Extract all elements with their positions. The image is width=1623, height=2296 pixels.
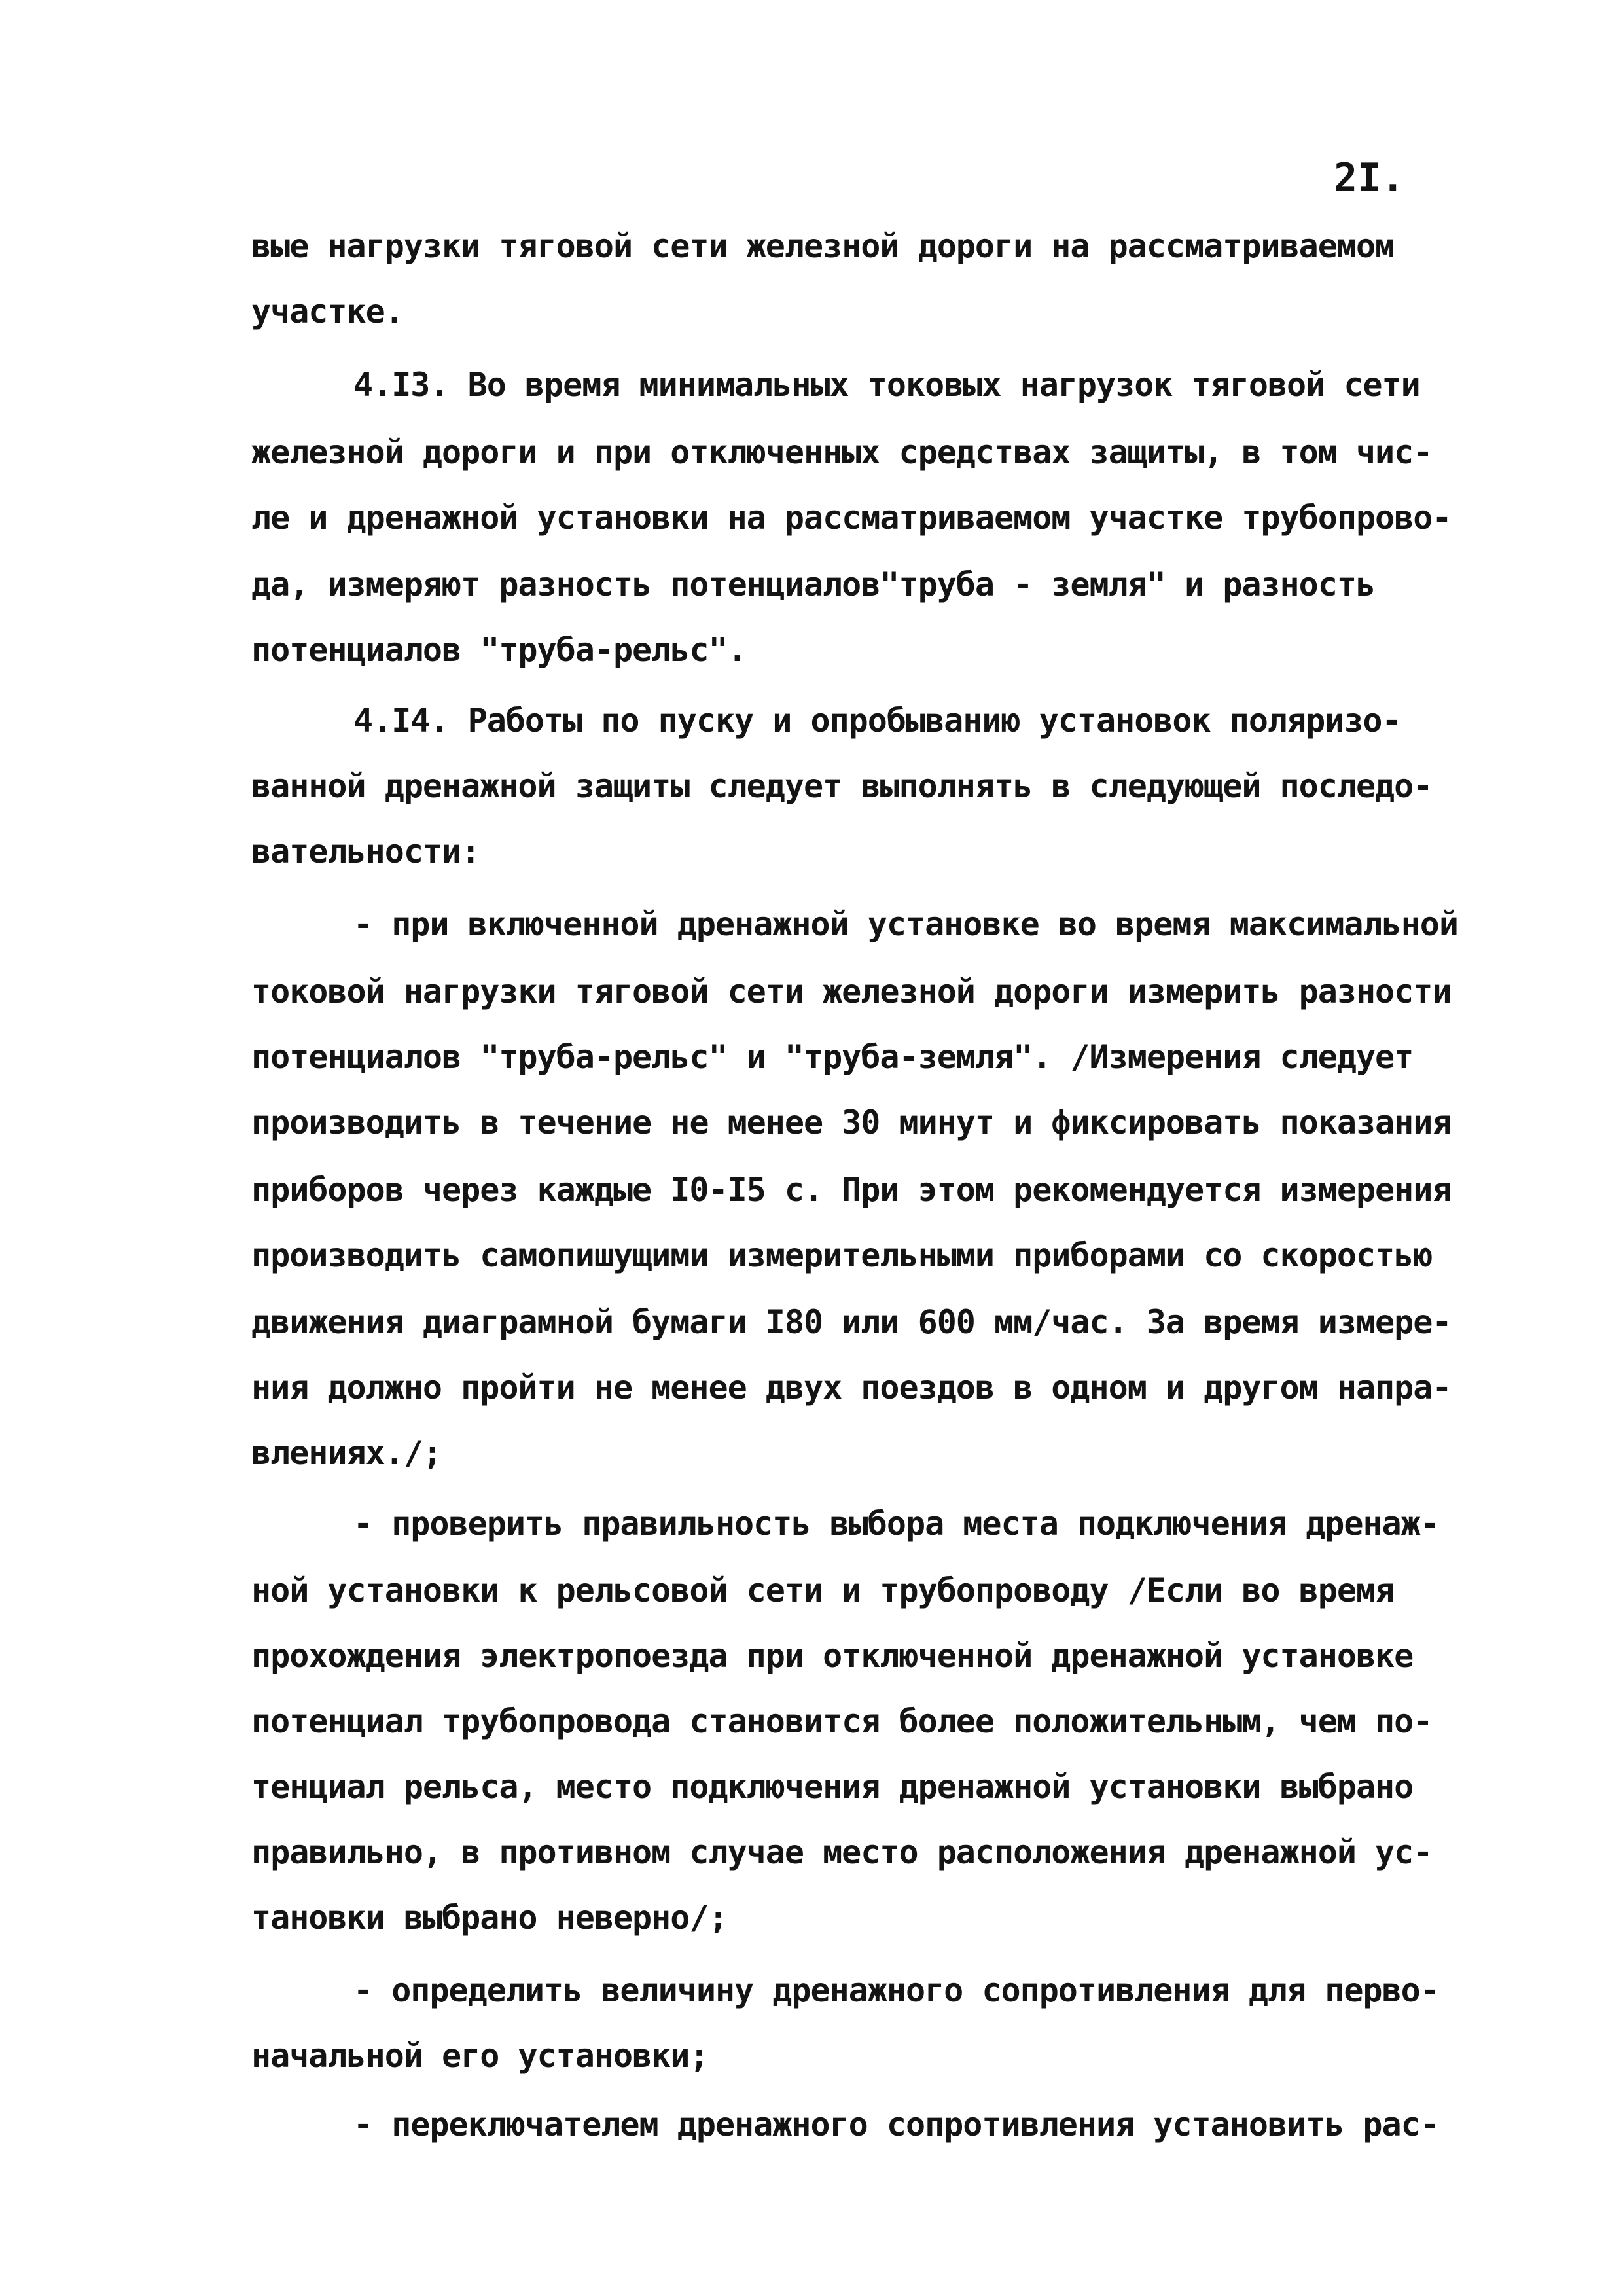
- text-line-4: железной дороги и при отключенных средствах защиты, в том чис-: [251, 433, 1433, 471]
- text-line-21: ной установки к рельсовой сети и трубопроводу /Если во время: [251, 1571, 1395, 1609]
- text-line-28: начальной его установки;: [251, 2037, 709, 2075]
- text-line-6: да, измеряют разность потенциалов"труба - земля" и разность: [251, 565, 1376, 603]
- text-line-13: потенциалов "труба-рельс" и "труба-земля". /Измерения следует: [251, 1038, 1414, 1076]
- text-line-29: - переключателем дренажного сопротивления установить рас-: [353, 2106, 1439, 2144]
- text-line-17: движения диаграмной бумаги I80 или 600 мм/час. За время измере-: [251, 1303, 1452, 1341]
- text-line-19: влениях./;: [251, 1434, 442, 1472]
- text-line-7: потенциалов "труба-рельс".: [251, 631, 747, 669]
- text-line-26: тановки выбрано неверно/;: [251, 1899, 728, 1937]
- text-line-20: - проверить правильность выбора места подключения дренаж-: [353, 1505, 1439, 1543]
- text-line-9: ванной дренажной защиты следует выполнять в следующей последо-: [251, 767, 1433, 805]
- text-line-8: 4.I4. Работы по пуску и опробыванию установок поляризо-: [353, 702, 1401, 740]
- text-line-1: вые нагрузки тяговой сети железной дороги на рассматриваемом: [251, 227, 1395, 265]
- text-line-3: 4.I3. Во время минимальных токовых нагрузок тяговой сети: [353, 366, 1420, 404]
- text-line-5: ле и дренажной установки на рассматриваемом участке трубопрово-: [251, 499, 1452, 537]
- text-line-27: - определить величину дренажного сопротивления для перво-: [353, 1971, 1439, 2009]
- page-number: 2I.: [1334, 155, 1405, 201]
- text-line-25: правильно, в противном случае место расположения дренажной ус-: [251, 1833, 1433, 1871]
- text-line-18: ния должно пройти не менее двух поездов в одном и другом напра-: [251, 1369, 1452, 1407]
- text-line-14: производить в течение не менее 30 минут и фиксировать показания: [251, 1103, 1452, 1141]
- text-line-15: приборов через каждые I0-I5 с. При этом рекомендуется измерения: [251, 1171, 1452, 1209]
- text-line-23: потенциал трубопровода становится более положительным, чем по-: [251, 1702, 1433, 1740]
- text-line-2: участке.: [251, 293, 404, 331]
- text-line-22: прохождения электропоезда при отключенной дренажной установке: [251, 1637, 1414, 1675]
- text-line-24: тенциал рельса, место подключения дренажной установки выбрано: [251, 1768, 1414, 1806]
- text-line-11: - при включенной дренажной установке во время максимальной: [353, 905, 1458, 943]
- text-line-12: токовой нагрузки тяговой сети железной дороги измерить разности: [251, 973, 1452, 1011]
- text-line-10: вательности:: [251, 833, 480, 870]
- text-line-16: производить самопишущими измерительными приборами со скоростью: [251, 1236, 1433, 1274]
